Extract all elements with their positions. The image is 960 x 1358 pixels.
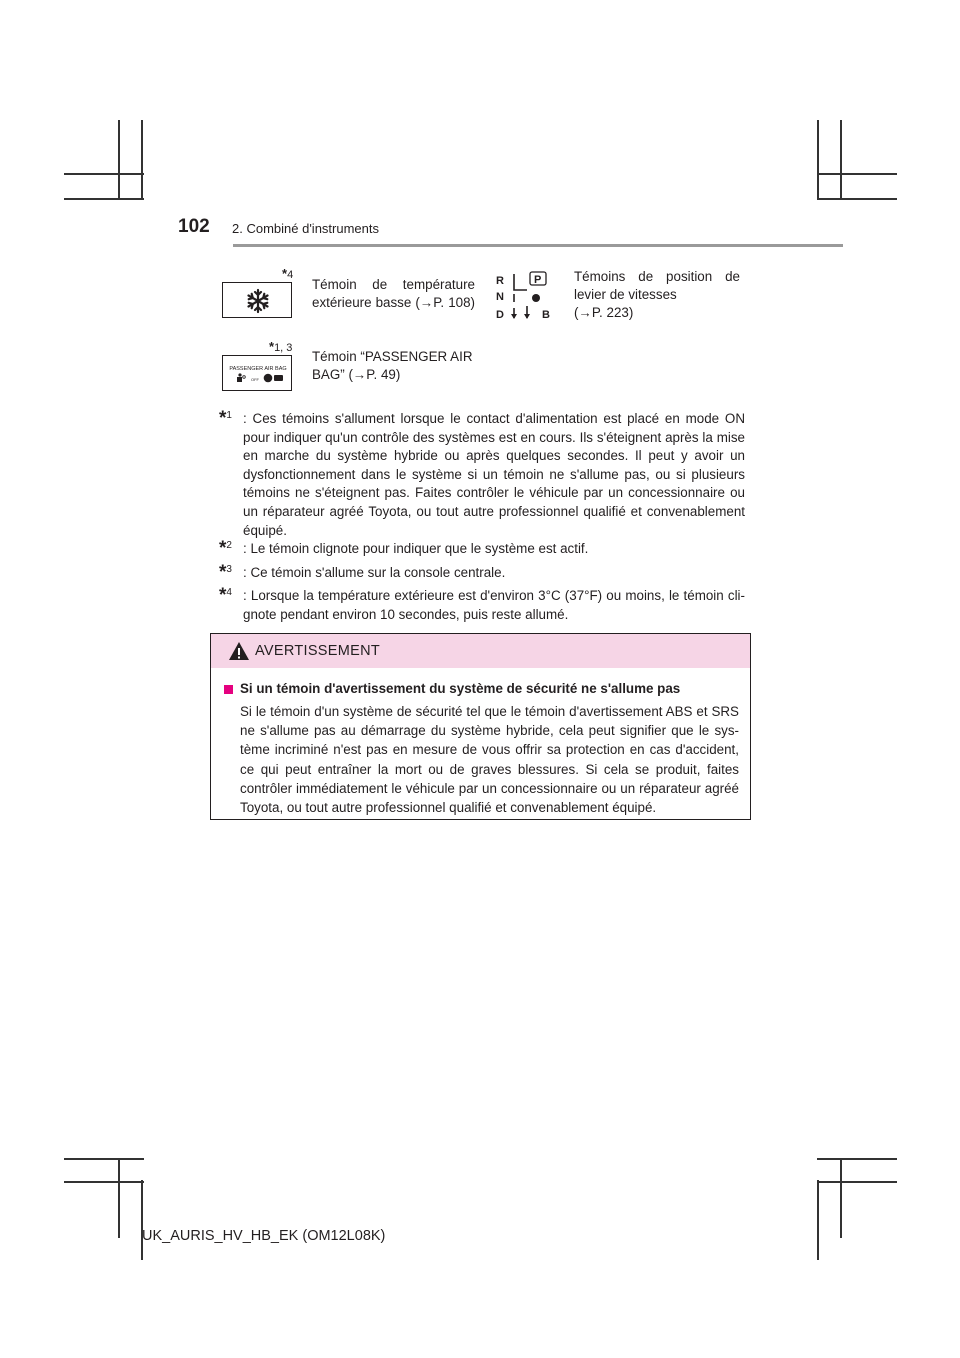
indicator-description: Témoin “PASSENGER AIR BAG” (→P. 49) xyxy=(312,349,473,382)
warning-label: AVERTISSEMENT xyxy=(255,643,381,659)
document-code: UK_AURIS_HV_HB_EK (OM12L08K) xyxy=(142,1228,386,1244)
footnote xyxy=(219,540,745,559)
indicator-description: Témoin de température extérieure basse (→P. 108) xyxy=(312,277,475,310)
warning-box xyxy=(210,633,751,820)
crop-mark xyxy=(817,198,897,200)
gear-label-d: D xyxy=(496,309,504,321)
footnote xyxy=(219,410,745,540)
shift-position-icon xyxy=(494,268,556,324)
footnote xyxy=(219,564,745,583)
crop-mark xyxy=(817,1158,897,1160)
passenger-airbag-off-icon xyxy=(223,356,293,392)
indicator-footnote-mark: *1, 3 xyxy=(269,339,293,354)
gear-label-n: N xyxy=(496,291,504,303)
square-bullet-icon xyxy=(224,685,233,694)
warning-item-title: Si un témoin d'avertissement du système de sécurité ne s'allume pas xyxy=(240,681,681,696)
crop-mark xyxy=(64,1181,144,1183)
crop-mark xyxy=(141,120,143,200)
snowflake-icon xyxy=(223,283,293,319)
footnote-mark: *$^4$ xyxy=(219,585,232,606)
crop-mark xyxy=(141,1180,143,1260)
footnote xyxy=(219,587,745,624)
warning-triangle-icon xyxy=(228,641,250,661)
gear-label-r: R xyxy=(496,275,504,287)
indicator-icon-box xyxy=(494,268,556,324)
footnote-mark: *$^1$ xyxy=(219,408,232,429)
footnote-mark: *$^2$ xyxy=(219,538,232,559)
crop-mark xyxy=(118,120,120,200)
svg-text:PASSENGER AIR BAG: PASSENGER AIR BAG xyxy=(229,366,287,372)
crop-mark xyxy=(817,173,897,175)
crop-mark xyxy=(64,173,144,175)
crop-mark xyxy=(64,1158,144,1160)
header-rule xyxy=(233,244,843,247)
footnote-mark: *$^3$ xyxy=(219,562,232,583)
crop-mark xyxy=(817,120,819,200)
indicator-icon-box xyxy=(222,355,292,391)
warning-header xyxy=(211,634,750,668)
indicator-icon-box xyxy=(222,282,292,318)
footnote-text: : Lorsque la température extérieure est d'environ 3°C (37°F) ou moins, le témoin cli-gnote pendant environ 10 secondes, puis reste allumé. xyxy=(243,588,745,622)
crop-mark xyxy=(840,1158,842,1238)
gear-label-p: P xyxy=(534,274,542,286)
crop-mark xyxy=(64,198,144,200)
svg-text:OFF: OFF xyxy=(251,377,259,382)
footnote-text: : Ces témoins s'allument lorsque le contact d'alimentation est placé en mode ON pour indiquer qu'un contrôle des systèmes est en cours. Ils s'éteignent après la mise en marche du système hybride ou après quelques secondes. Il peut y avoir un dysfonctionnement dans le système si un témoin ne s'allume pas, ou si plusieurs témoins ne s'éteignent pas. Faites contrôler le véhicule par un concessionnaire ou un réparateur agréé Toyota, ou tout autre professionnel qualifié et convenablement équipé. xyxy=(243,411,745,538)
footnote-text: : Le témoin clignote pour indiquer que le système est actif. xyxy=(243,541,589,556)
crop-mark xyxy=(118,1158,120,1238)
indicator-footnote-mark: *4 xyxy=(282,266,294,281)
page-number: 102 xyxy=(178,216,210,237)
crop-mark xyxy=(840,120,842,200)
crop-mark xyxy=(817,1181,897,1183)
warning-item-body: Si le témoin d'un système de sécurité tel que le témoin d'avertissement ABS et SRS ne s'allume pas au démarrage du système hybride, cela peut signifier que le sys-tème incriminé n'est pas en mesure de vous offrir sa protection en cas d'accident, ce qui peut entraîner la mort ou de graves blessures. Si cela se produit, faites contrôler immédiatement le véhicule par un concessionnaire ou un réparateur agréé Toyota, ou tout autre professionnel qualifié et convenablement équipé. xyxy=(240,704,739,816)
indicator-description: Témoins de position de levier de vitesses (→P. 223) xyxy=(574,269,740,320)
footnote-text: : Ce témoin s'allume sur la console centrale. xyxy=(243,565,506,580)
crop-mark xyxy=(817,1180,819,1260)
gear-label-b: B xyxy=(542,309,550,321)
section-title: 2. Combiné d'instruments xyxy=(232,221,379,236)
